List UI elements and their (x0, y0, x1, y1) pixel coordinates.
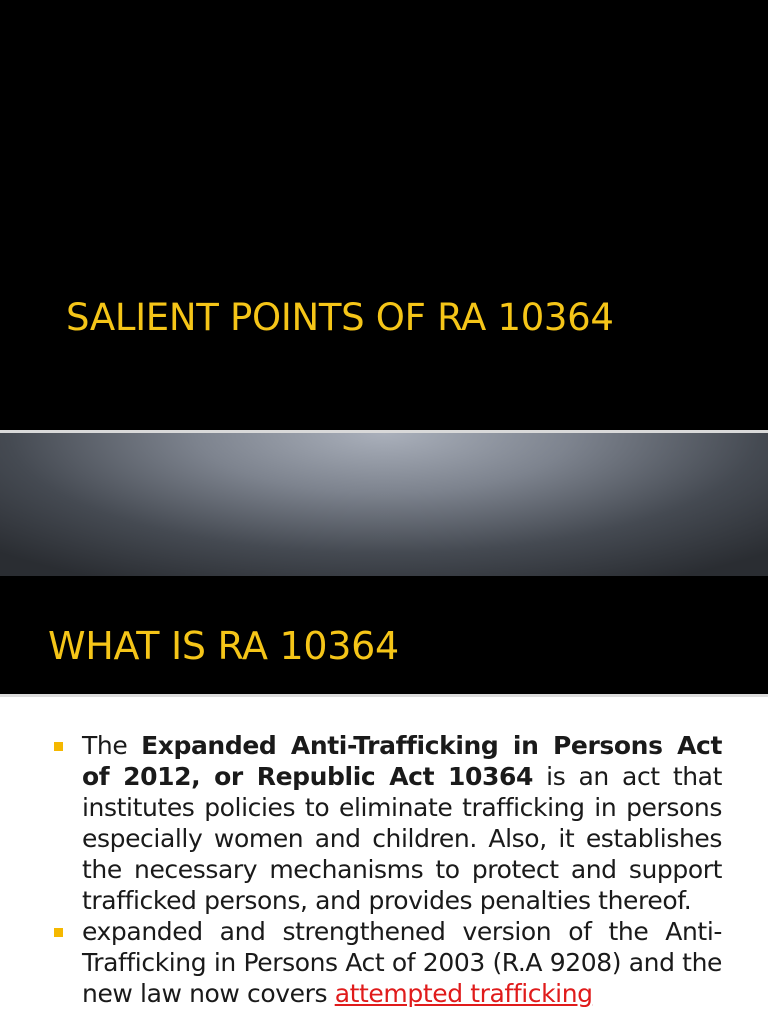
bullet-list (52, 730, 722, 1009)
bullet-text-plain: The (82, 731, 142, 760)
bullet-text-plain: expanded and strengthened version of the Anti-Trafficking in Persons Act of 2003 (R.A 9208) and the new law now covers (82, 917, 722, 1008)
square-bullet-icon (54, 928, 63, 937)
slide-header-gradient (0, 433, 768, 576)
square-bullet-icon (54, 742, 63, 751)
title-slide (0, 0, 768, 430)
list-item (52, 730, 722, 916)
highlight-link[interactable]: attempted trafficking (334, 979, 593, 1008)
slide-title: SALIENT POINTS OF RA 10364 (66, 296, 614, 339)
bullet-text-plain: is an act that institutes policies to eliminate trafficking in persons especially women and children. Also, it establishes the necessary mechanisms to protect and support trafficked persons, and provides penalties thereof. (82, 762, 723, 915)
slide-content (0, 697, 768, 1024)
act-name: Expanded Anti-Trafficking in Persons Act of 2012, or Republic Act 10364 (82, 731, 722, 791)
list-item (52, 916, 722, 1009)
section-heading: WHAT IS RA 10364 (48, 624, 399, 668)
